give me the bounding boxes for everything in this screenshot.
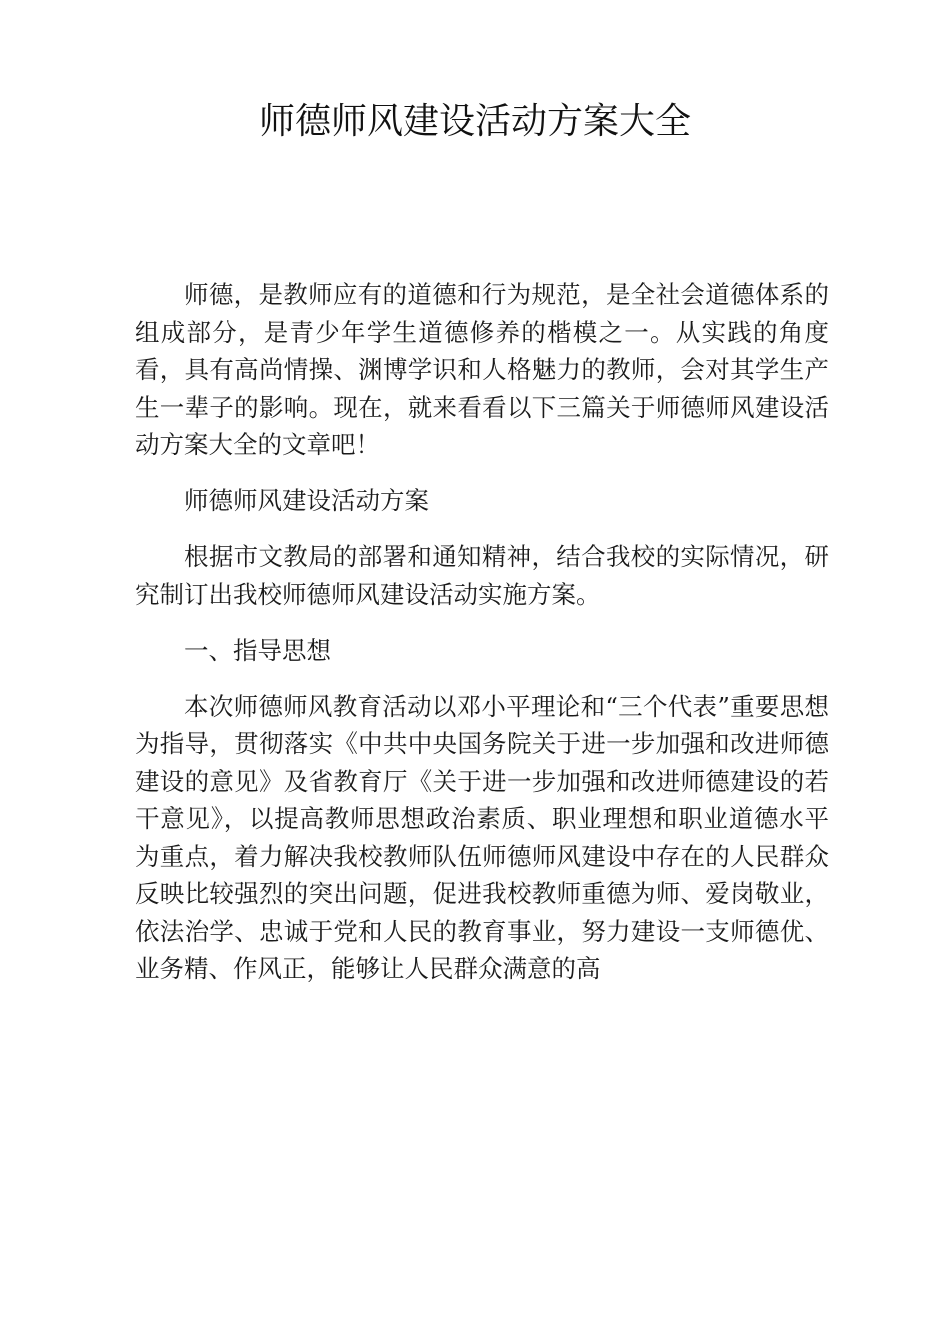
intro-paragraph: 师德，是教师应有的道德和行为规范，是全社会道德体系的组成部分，是青少年学生道德修养的楷模之一。从实践的角度看，具有高尚情操、渊博学识和人格魅力的教师，会对其学生产生一辈子的影响。现在，就来看看以下三篇关于师德师风建设活动方案大全的文章吧！ xyxy=(135,280,829,459)
guiding-ideology-paragraph: 本次师德师风教育活动以邓小平理论和“三个代表”重要思想为指导，贯彻落实《中共中央国务院关于进一步加强和改进师德建设的意见》及省教育厅《关于进一步加强和改进师德建设的若干意见》，以提高教师思想政治素质、职业理想和职业道德水平为重点，着力解决我校教师队伍师德师风建设中存在的人民群众反映比较强烈的突出问题，促进我校教师重德为师、爱岗敬业，依法治学、忠诚于党和人民的教育事业，努力建设一支师德优、业务精、作风正，能够让人民群众满意的高 xyxy=(135,691,829,983)
document-body xyxy=(135,276,829,1006)
basis-paragraph: 根据市文教局的部署和通知精神，结合我校的实际情况，研究制订出我校师德师风建设活动实施方案。 xyxy=(135,542,829,609)
section-heading-guiding-ideology: 一、指导思想 xyxy=(184,635,331,665)
document-title: 师德师风建设活动方案大全 xyxy=(258,101,691,142)
section-heading-plan: 师德师风建设活动方案 xyxy=(184,486,429,515)
